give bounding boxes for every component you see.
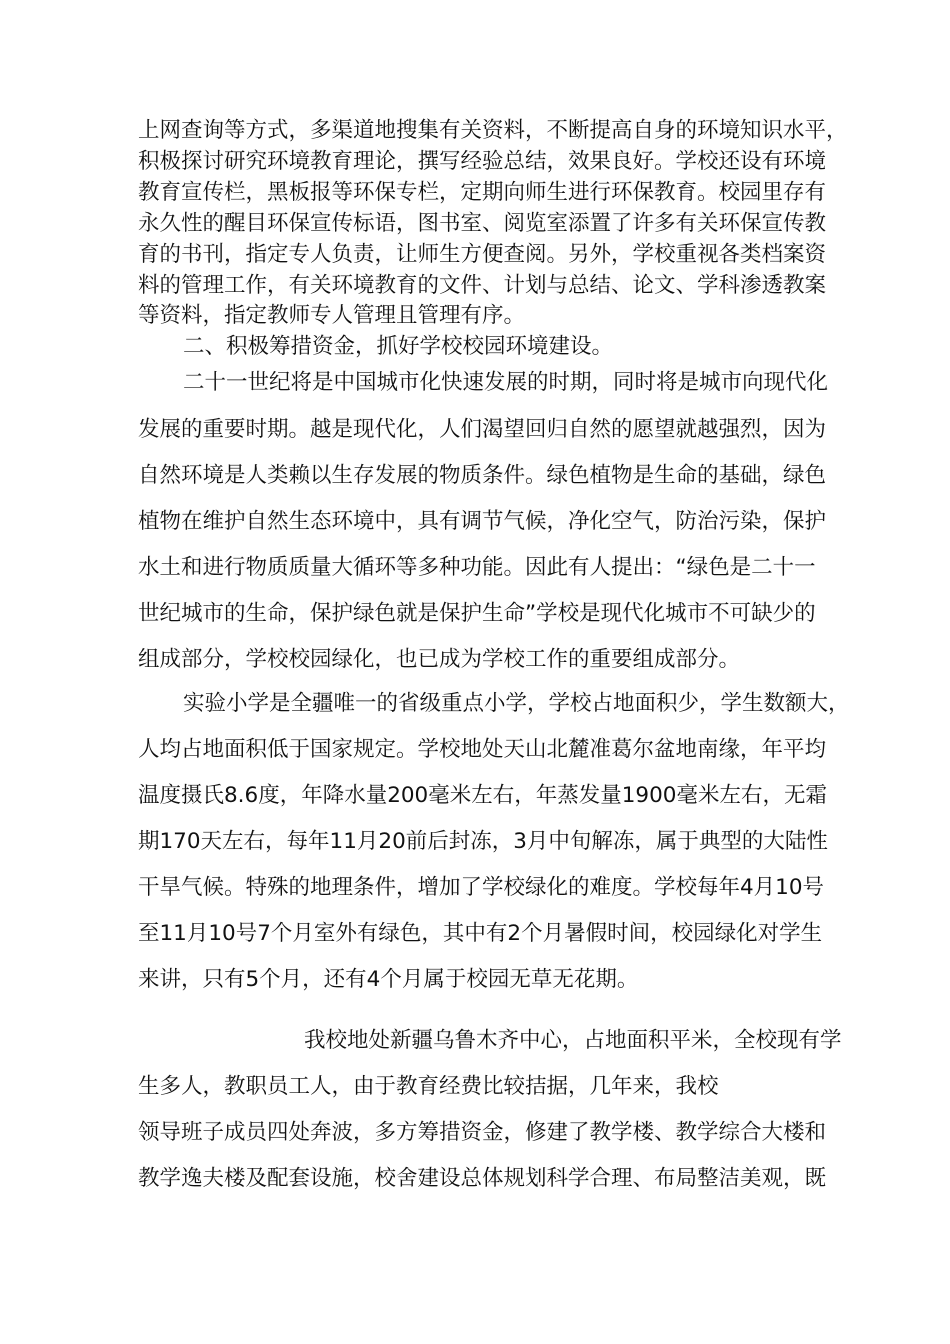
text-line-18: 温度摄氏8.6度，年降水量200毫米左右，年蒸发量1900毫米左右，无霜 — [138, 783, 827, 808]
text-line-1: 上网查询等方式，多渠道地搜集有关资料，不断提高自身的环境知识水平， — [138, 118, 848, 143]
text-line-19: 期170天左右，每年11月20前后封冻，3月中旬解冻，属于典型的大陆性 — [138, 829, 828, 854]
text-line-13: 水土和进行物质质量大循环等多种功能。因此有人提出：“绿色是二十一 — [138, 555, 816, 580]
text-line-11: 自然环境是人类赖以生存发展的物质条件。绿色植物是生命的基础，绿色 — [138, 463, 827, 488]
text-line-5: 育的书刊，指定专人负责，让师生方便查阅。另外，学校重视各类档案资 — [138, 242, 827, 267]
text-line-16: 实验小学是全疆唯一的省级重点小学，学校占地面积少，学生数额大， — [183, 691, 850, 716]
text-line-7: 等资料，指定教师专人管理且管理有序。 — [138, 303, 526, 328]
text-line-10: 发展的重要时期。越是现代化，人们渴望回归自然的愿望就越强烈，因为 — [138, 417, 827, 442]
text-line-21: 至11月10号7个月室外有绿色，其中有2个月暑假时间，校园绿化对学生 — [138, 921, 823, 946]
text-line-20: 干旱气候。特殊的地理条件，增加了学校绿化的难度。学校每年4月10号 — [138, 875, 825, 900]
text-line-24: 生多人，教职员工人，由于教育经费比较拮据，几年来，我校 — [138, 1074, 719, 1099]
text-line-12: 植物在维护自然生态环境中，具有调节气候，净化空气，防治污染，保护 — [138, 509, 827, 534]
text-line-17: 人均占地面积低于国家规定。学校地处天山北麓准葛尔盆地南缘，年平均 — [138, 737, 827, 762]
text-line-15: 组成部分，学校校园绿化，也已成为学校工作的重要组成部分。 — [138, 647, 741, 672]
text-line-14: 世纪城市的生命，保护绿色就是保护生命”学校是现代化城市不可缺少的 — [138, 601, 816, 626]
text-line-22: 来讲，只有5个月，还有4个月属于校园无草无花期。 — [138, 967, 639, 992]
text-line-4: 永久性的醒目环保宣传标语，图书室、阅览室添置了许多有关环保宣传教 — [138, 211, 827, 236]
text-line-23: 我校地处新疆乌鲁木齐中心，占地面积平米，全校现有学 — [304, 1028, 842, 1053]
section-heading: 二、积极筹措资金，抓好学校校园环境建设。 — [183, 334, 614, 359]
text-line-9: 二十一世纪将是中国城市化快速发展的时期，同时将是城市向现代化 — [183, 370, 829, 395]
text-line-6: 料的管理工作，有关环境教育的文件、计划与总结、论文、学科渗透教案 — [138, 273, 827, 298]
text-line-2: 积极探讨研究环境教育理论，撰写经验总结，效果良好。学校还设有环境 — [138, 149, 827, 174]
text-line-25: 领导班子成员四处奔波，多方筹措资金，修建了教学楼、教学综合大楼和 — [138, 1120, 827, 1145]
text-line-26: 教学逸夫楼及配套设施，校舍建设总体规划科学合理、布局整洁美观，既 — [138, 1166, 827, 1191]
text-line-3: 教育宣传栏，黑板报等环保专栏，定期向师生进行环保教育。校园里存有 — [138, 180, 827, 205]
